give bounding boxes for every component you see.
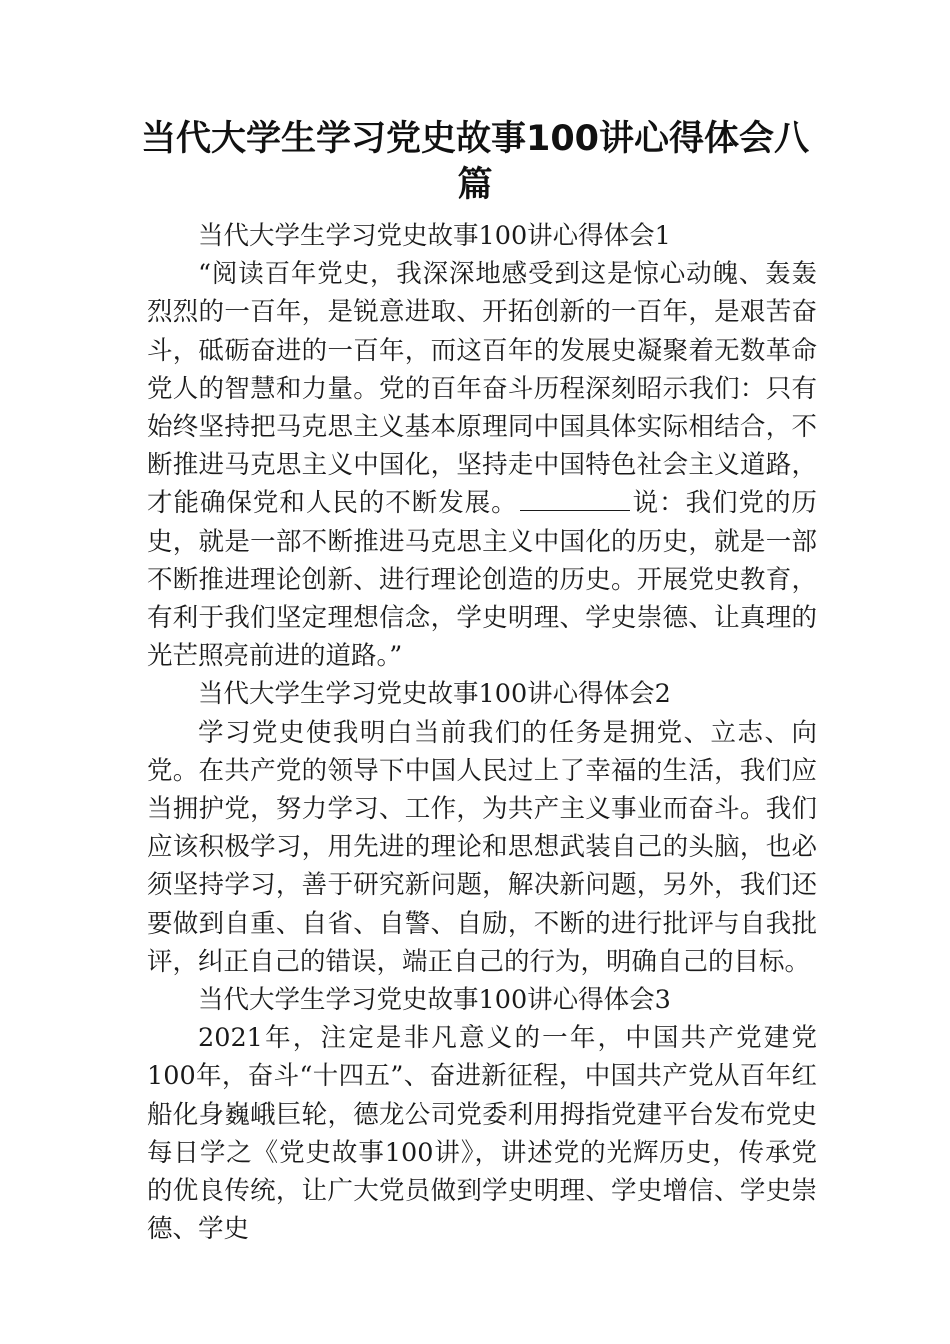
fill-in-blank bbox=[520, 490, 630, 511]
paragraph-text: 说：我们党的历史，就是一部不断推进马克思主义中国化的历史，就是一部不断推进理论创新、进行理论创造的历史。开展党史教育，有利于我们坚定理想信念，学史明理、学史崇德、让真理的光芒照亮前进的道路。” bbox=[147, 488, 817, 672]
section-heading-2: 当代大学生学习党史故事100讲心得体会2 bbox=[198, 679, 671, 710]
section-paragraph-3: 2021年，注定是非凡意义的一年，中国共产党建党100年，奋斗“十四五”、奋进新征程，中国共产党从百年红船化身巍峨巨轮，德龙公司党委利用拇指党建平台发布党史每日学之《党史故事100讲》，讲述党的光辉历史，传承党的优良传统，让广大党员做到学史明理、学史增信、学史崇德、学史 bbox=[147, 1023, 817, 1245]
document-title: 当代大学生学习党史故事100讲心得体会八篇 bbox=[140, 119, 810, 205]
paragraph-text: “阅读百年党史，我深深地感受到这是惊心动魄、轰轰烈烈的一百年，是锐意进取、开拓创新的一百年，是艰苦奋斗，砥砺奋进的一百年，而这百年的发展史凝聚着无数革命党人的智慧和力量。党的百年奋斗历程深刻昭示我们：只有始终坚持把马克思主义基本原理同中国具体实际相结合，不断推进马克思主义中国化，坚持走中国特色社会主义道路，才能确保党和人民的不断发展。 bbox=[147, 259, 817, 519]
section-heading-3: 当代大学生学习党史故事100讲心得体会3 bbox=[198, 985, 671, 1016]
section-paragraph-1 bbox=[147, 255, 817, 675]
section-paragraph-2: 学习党史使我明白当前我们的任务是拥党、立志、向党。在共产党的领导下中国人民过上了幸福的生活，我们应当拥护党，努力学习、工作，为共产主义事业而奋斗。我们应该积极学习，用先进的理论和思想武装自己的头脑，也必须坚持学习，善于研究新问题，解决新问题，另外，我们还要做到自重、自省、自警、自励，不断的进行批评与自我批评，纠正自己的错误，端正自己的行为，明确自己的目标。 bbox=[147, 717, 817, 977]
section-heading-1: 当代大学生学习党史故事100讲心得体会1 bbox=[198, 221, 671, 251]
document-body bbox=[147, 217, 817, 1248]
